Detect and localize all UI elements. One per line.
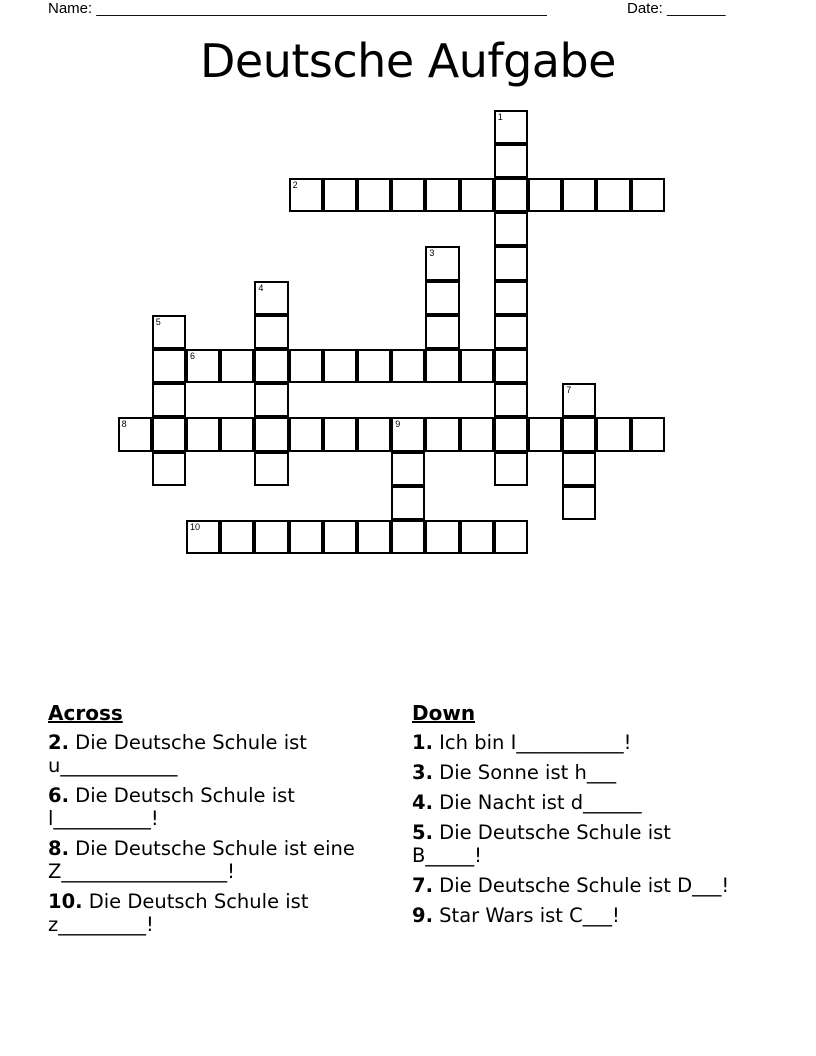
crossword-cell[interactable] [596, 417, 630, 451]
crossword-cell[interactable] [494, 246, 528, 280]
crossword-cell[interactable] [425, 281, 459, 315]
clue-number: 4. [412, 791, 433, 814]
crossword-cell[interactable] [494, 452, 528, 486]
crossword-cell[interactable] [425, 178, 459, 212]
crossword-cell[interactable] [562, 178, 596, 212]
crossword-cell[interactable] [323, 417, 357, 451]
crossword-cell[interactable] [562, 486, 596, 520]
crossword-cell[interactable] [494, 212, 528, 246]
clue-text: Die Nacht ist d______ [432, 791, 642, 814]
crossword-cell[interactable] [460, 520, 494, 554]
crossword-cell[interactable] [254, 452, 288, 486]
crossword-cell[interactable] [494, 110, 528, 144]
crossword-cell[interactable] [562, 417, 596, 451]
crossword-cell[interactable] [528, 417, 562, 451]
cell-number: 3 [429, 248, 435, 259]
crossword-cell[interactable] [494, 417, 528, 451]
clue-text: Die Deutsch Schule ist l__________! [48, 784, 295, 830]
clue-number: 3. [412, 761, 433, 784]
cell-number: 5 [155, 316, 161, 327]
clue-across-6 [48, 784, 358, 830]
crossword-cell[interactable] [494, 315, 528, 349]
crossword-cell[interactable] [323, 349, 357, 383]
cell-number: 7 [566, 385, 572, 396]
cell-number: 1 [497, 111, 503, 122]
crossword-cell[interactable] [289, 417, 323, 451]
crossword-cell[interactable] [152, 452, 186, 486]
cell-number: 9 [395, 419, 401, 430]
clue-across-8 [48, 837, 358, 883]
clue-number: 1. [412, 731, 433, 754]
clue-down-5 [412, 821, 742, 867]
crossword-cell[interactable] [391, 486, 425, 520]
crossword-cell[interactable] [494, 144, 528, 178]
crossword-cell[interactable] [357, 520, 391, 554]
clue-down-7 [412, 874, 742, 897]
crossword-cell[interactable] [220, 417, 254, 451]
cell-number: 6 [190, 351, 196, 361]
crossword-cell[interactable] [391, 452, 425, 486]
crossword-cell[interactable] [425, 520, 459, 554]
down-clues [412, 702, 742, 934]
clue-text: Die Deutsch Schule ist z_________! [48, 890, 309, 936]
crossword-cell[interactable] [152, 417, 186, 451]
cell-number: 4 [258, 282, 264, 293]
clue-text: Die Deutsche Schule ist D___! [432, 874, 730, 897]
crossword-cell[interactable] [254, 383, 288, 417]
crossword-cell[interactable] [289, 520, 323, 554]
clue-across-10 [48, 890, 358, 936]
crossword-cell[interactable] [220, 520, 254, 554]
across-clues [48, 702, 358, 943]
crossword-cell[interactable] [494, 178, 528, 212]
crossword-cell[interactable] [425, 315, 459, 349]
clue-down-4 [412, 791, 742, 814]
clue-text: Ich bin I___________! [432, 731, 632, 754]
clue-number: 2. [48, 731, 69, 754]
crossword-cell[interactable] [186, 417, 220, 451]
crossword-cell[interactable] [391, 349, 425, 383]
crossword-cell[interactable] [152, 315, 186, 349]
crossword-cell[interactable] [631, 417, 665, 451]
crossword-cell[interactable] [220, 349, 254, 383]
cell-number: 10 [190, 522, 201, 532]
cell-number: 8 [121, 419, 127, 430]
cell-number: 2 [292, 180, 298, 190]
clue-number: 7. [412, 874, 433, 897]
clue-text: Star Wars ist C___! [432, 904, 620, 927]
crossword-cell[interactable] [596, 178, 630, 212]
clue-number: 10. [48, 890, 83, 913]
clue-text: Die Deutsche Schule ist eine Z_________________! [48, 837, 355, 883]
page-title: Deutsche Aufgabe [200, 34, 616, 88]
crossword-cell[interactable] [391, 520, 425, 554]
date-field: Date: _______ [627, 0, 726, 17]
crossword-cell[interactable] [460, 417, 494, 451]
clue-number: 9. [412, 904, 433, 927]
crossword-cell[interactable] [391, 417, 425, 451]
clue-text: Die Deutsche Schule ist B_____! [412, 821, 671, 867]
across-heading: Across [48, 701, 123, 725]
crossword-cell[interactable] [460, 178, 494, 212]
clue-number: 6. [48, 784, 69, 807]
crossword-cell[interactable] [254, 315, 288, 349]
crossword-cell[interactable] [254, 349, 288, 383]
crossword-cell[interactable] [460, 349, 494, 383]
crossword-cell[interactable] [152, 383, 186, 417]
crossword-cell[interactable] [254, 520, 288, 554]
crossword-cell[interactable] [425, 246, 459, 280]
clue-text: Die Sonne ist h___ [432, 761, 617, 784]
crossword-cell[interactable] [357, 417, 391, 451]
crossword-cell[interactable] [323, 520, 357, 554]
crossword-cell[interactable] [494, 383, 528, 417]
crossword-cell[interactable] [562, 383, 596, 417]
crossword-cell[interactable] [494, 520, 528, 554]
crossword-cell[interactable] [186, 349, 220, 383]
down-heading: Down [412, 701, 476, 725]
clue-down-9 [412, 904, 742, 927]
crossword-cell[interactable] [562, 452, 596, 486]
crossword-cell[interactable] [425, 417, 459, 451]
crossword-cell[interactable] [323, 178, 357, 212]
crossword-cell[interactable] [528, 178, 562, 212]
crossword-cell[interactable] [357, 178, 391, 212]
crossword-cell[interactable] [425, 349, 459, 383]
crossword-cell[interactable] [631, 178, 665, 212]
clue-across-2 [48, 731, 358, 777]
crossword-cell[interactable] [289, 349, 323, 383]
crossword-cell[interactable] [357, 349, 391, 383]
clue-number: 8. [48, 837, 69, 860]
clue-down-3 [412, 761, 742, 784]
crossword-cell[interactable] [254, 281, 288, 315]
crossword-cell[interactable] [254, 417, 288, 451]
name-field: Name: ______________________________________________________ [48, 0, 547, 17]
crossword-cell[interactable] [494, 281, 528, 315]
crossword-cell[interactable] [494, 349, 528, 383]
clue-text: Die Deutsche Schule ist u____________ [48, 731, 307, 777]
crossword-cell[interactable] [152, 349, 186, 383]
clue-down-1 [412, 731, 742, 754]
crossword-cell[interactable] [118, 417, 152, 451]
crossword-cell[interactable] [186, 520, 220, 554]
clue-number: 5. [412, 821, 433, 844]
crossword-cell[interactable] [391, 178, 425, 212]
crossword-cell[interactable] [289, 178, 323, 212]
